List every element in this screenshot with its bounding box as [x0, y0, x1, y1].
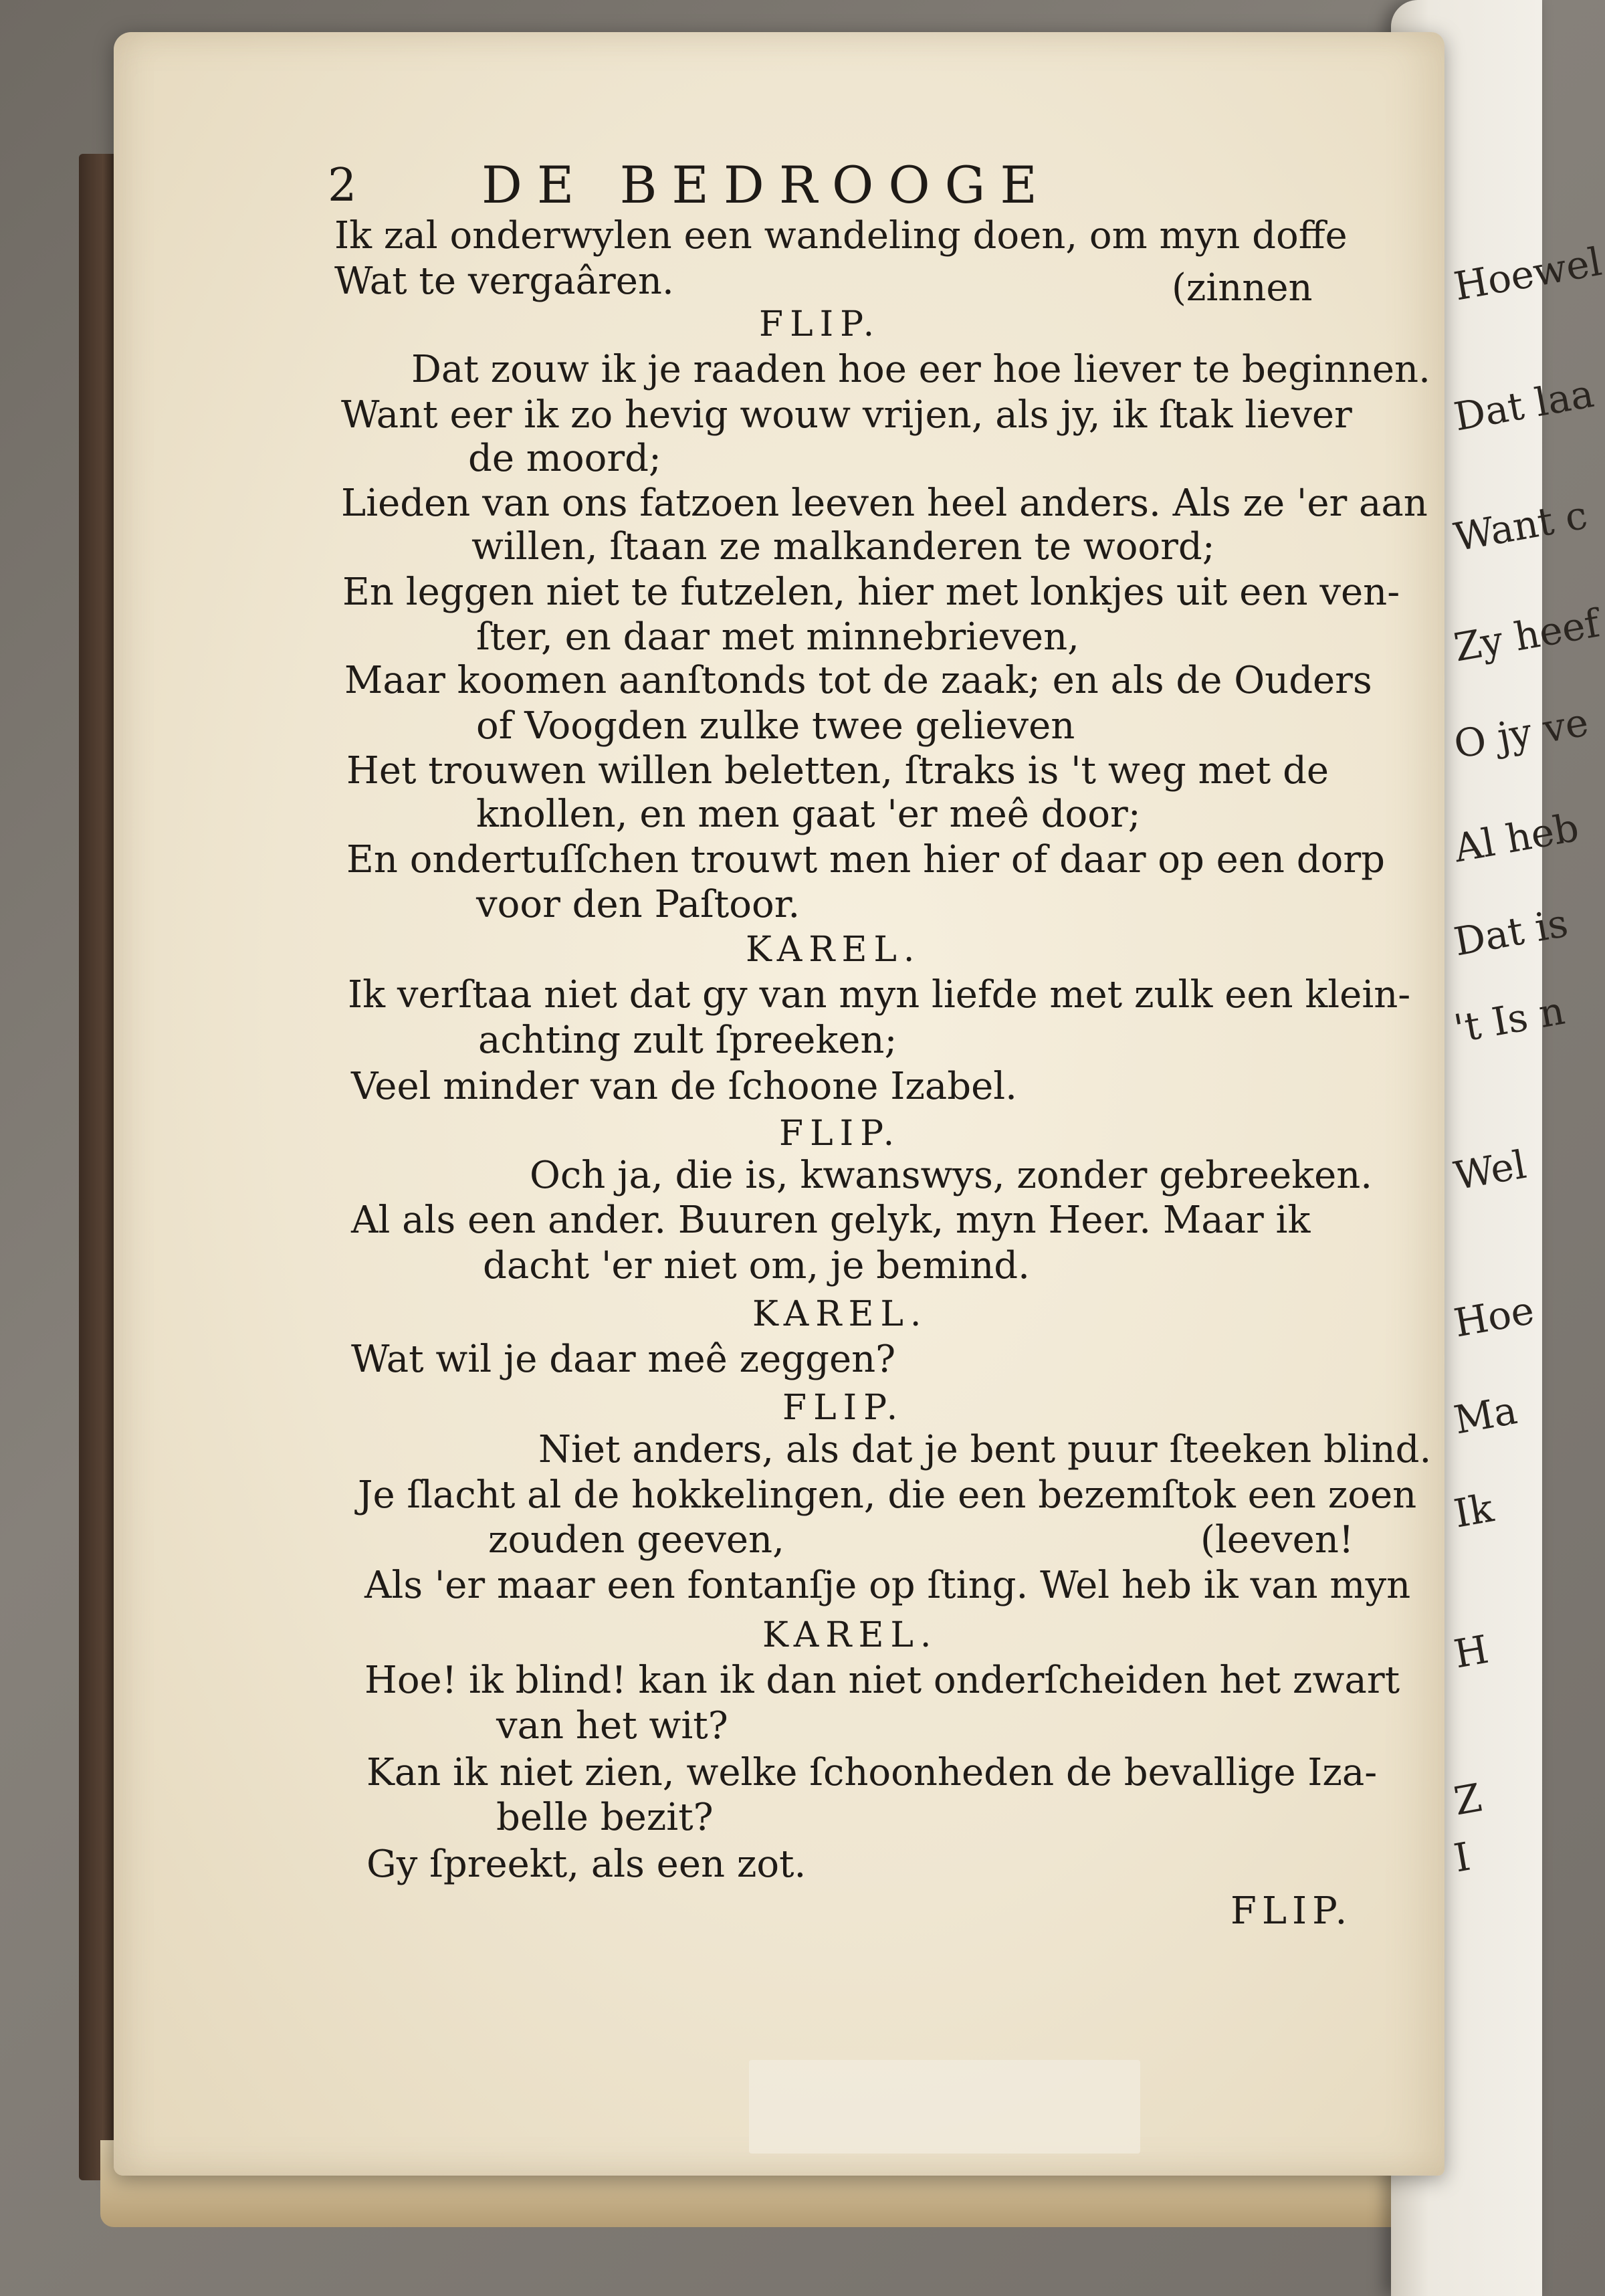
- catchword: FLIP.: [1230, 1889, 1353, 1933]
- speaker-name: FLIP.: [782, 1388, 905, 1428]
- text-line: Kan ik niet zien, welke ſchoonheden de bevallige Iza-: [366, 1751, 1378, 1794]
- text-line: Dat zouw ik je raaden hoe eer hoe liever te beginnen.: [411, 348, 1430, 391]
- text-line: willen, ſtaan ze malkanderen te woord;: [471, 525, 1215, 568]
- text-line: of Voogden zulke twee gelieven: [476, 704, 1075, 748]
- text-line: van het wit?: [496, 1704, 728, 1748]
- text-line: Maar koomen aanſtonds tot de zaak; en als de Ouders: [344, 659, 1372, 702]
- text-line: Want eer ik zo hevig wouw vrijen, als jy, ik ſtak liever: [341, 393, 1352, 437]
- text-line: Gy ſpreekt, als een zot.: [366, 1843, 807, 1886]
- text-line: Het trouwen willen beletten, ſtraks is 't weg met de: [346, 749, 1329, 793]
- text-line: Hoe! ik blind! kan ik dan niet onderſcheiden het zwart: [364, 1659, 1400, 1702]
- book-spine-edge: [79, 154, 119, 2180]
- speaker-name: KAREL.: [762, 1615, 938, 1655]
- library-label-patch: [749, 2060, 1140, 2154]
- text-line: achting zult ſpreeken;: [478, 1019, 897, 1062]
- text-line: Je ſlacht al de hokkelingen, die een bezemſtok een zoen: [358, 1473, 1417, 1517]
- facing-line: Hoe: [1451, 1287, 1537, 1346]
- text-line: (zinnen: [1172, 266, 1313, 310]
- text-line: En ondertuſſchen trouwt men hier of daar op een dorp: [346, 838, 1385, 881]
- speaker-name: KAREL.: [746, 930, 922, 970]
- text-line: Als 'er maar een fontanſje op ſting. Wel heb ik van myn: [364, 1564, 1411, 1607]
- text-line: Och ja, die is, kwanswys, zonder gebreeken.: [530, 1154, 1373, 1197]
- text-line: En leggen niet te futzelen, hier met lonkjes uit een ven-: [342, 570, 1400, 614]
- text-line: Wat wil je daar meê zeggen?: [351, 1338, 896, 1381]
- text-line: dacht 'er niet om, je bemind.: [483, 1244, 1030, 1287]
- facing-line: I: [1451, 1833, 1474, 1881]
- speaker-name: FLIP.: [759, 304, 881, 344]
- text-line: voor den Paſtoor.: [476, 883, 800, 926]
- text-line: knollen, en men gaat 'er meê door;: [476, 793, 1141, 836]
- facing-line: Z: [1451, 1774, 1485, 1824]
- page-number: 2: [328, 159, 357, 212]
- text-line: zouden geeven,: [488, 1518, 784, 1562]
- facing-line: Ma: [1451, 1387, 1521, 1443]
- speaker-name: FLIP.: [779, 1114, 901, 1154]
- text-line: Ik zal onderwylen een wandeling doen, om myn doffe: [334, 214, 1348, 257]
- facing-line: Wel: [1451, 1141, 1530, 1199]
- speaker-name: KAREL.: [752, 1294, 928, 1334]
- text-line: Veel minder van de ſchoone Izabel.: [351, 1065, 1017, 1108]
- facing-line: Dat is: [1451, 900, 1572, 965]
- facing-line: H: [1451, 1626, 1492, 1677]
- facing-line: Hoewel: [1451, 238, 1605, 310]
- text-line: de moord;: [468, 437, 661, 480]
- text-line: belle bezit?: [496, 1796, 714, 1839]
- facing-line: 't Is n: [1451, 987, 1568, 1052]
- text-line: Lieden van ons fatzoen leeven heel anders. Als ze 'er aan: [341, 482, 1428, 525]
- text-line: Wat te vergaâren.: [334, 259, 674, 303]
- text-line: Al als een ander. Buuren gelyk, myn Heer. Maar ik: [351, 1198, 1311, 1242]
- text-line: (leeven!: [1200, 1518, 1354, 1562]
- running-title: DE BEDROOGE: [481, 155, 1052, 215]
- facing-line: O jy ve: [1451, 699, 1592, 768]
- text-line: Ik verſtaa niet dat gy van myn liefde met zulk een klein-: [348, 973, 1411, 1017]
- facing-line: Dat laa: [1451, 370, 1598, 440]
- facing-line: Al heb: [1451, 804, 1582, 871]
- text-line: ſter, en daar met minnebrieven,: [476, 615, 1079, 659]
- facing-line: Ik: [1451, 1485, 1497, 1537]
- facing-line: Want c: [1451, 492, 1591, 560]
- facing-line: Zy heef: [1451, 600, 1603, 671]
- text-line: Niet anders, als dat je bent puur ſteeken blind.: [538, 1428, 1432, 1471]
